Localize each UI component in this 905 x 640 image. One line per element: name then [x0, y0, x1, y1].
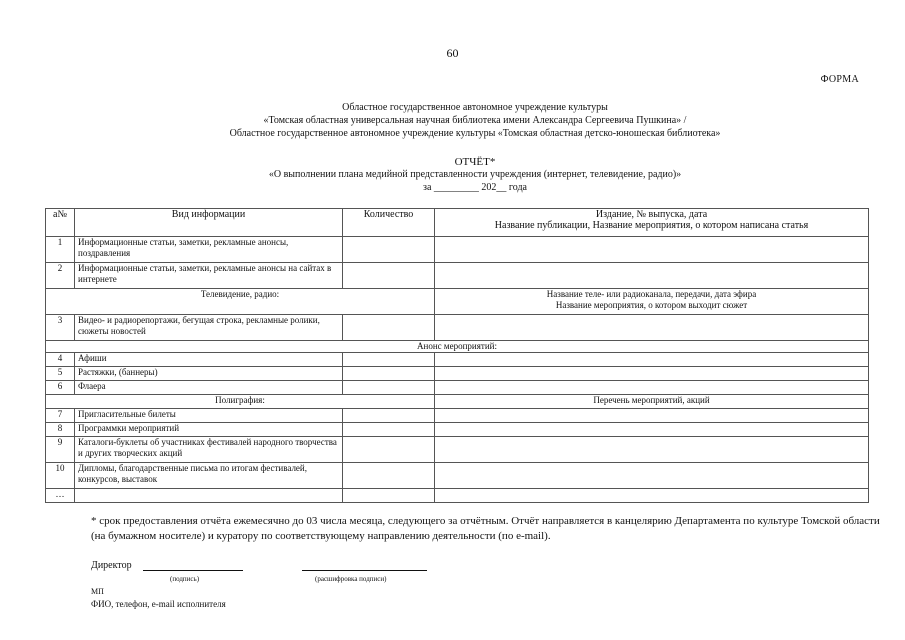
publication-cell[interactable] [435, 367, 869, 381]
signature-line[interactable] [143, 570, 243, 571]
report-subtitle: «О выполнении плана медийной представленности учреждения (интернет, телевидение, радио)» [268, 169, 682, 180]
publication-cell[interactable] [435, 423, 869, 437]
table-row [46, 315, 869, 341]
row-num: 10 [46, 463, 75, 489]
row-num: 3 [46, 315, 75, 341]
footnote: * срок предоставления отчёта ежемесячно до 03 числа месяца, следующего за отчётным. Отчёт направляется в канцелярию Департамента по культуре Томской области (на бумажном носителе) и куратору по соответствующему направлению деятельности (по e-mail). [91, 515, 880, 542]
row-label: Программки мероприятий [75, 423, 343, 437]
publication-cell[interactable] [435, 409, 869, 423]
table-row [46, 263, 869, 289]
qty-cell[interactable] [343, 437, 435, 463]
row-num: 5 [46, 367, 75, 381]
section-poly-label: Полиграфия: [46, 395, 435, 409]
qty-cell[interactable] [343, 263, 435, 289]
section-tv-right-line1: Название теле- или радиоканала, передачи, дата эфира [546, 289, 757, 299]
report-table [45, 208, 869, 503]
qty-cell[interactable] [343, 237, 435, 263]
table-header-row [46, 209, 869, 237]
publication-cell[interactable] [435, 237, 869, 263]
publication-cell[interactable] [435, 489, 869, 503]
table-row [46, 237, 869, 263]
form-label: ФОРМА [820, 74, 859, 85]
table-row [46, 367, 869, 381]
table-row [46, 437, 869, 463]
row-label: Пригласительные билеты [75, 409, 343, 423]
header-publication-line1: Издание, № выпуска, дата [595, 209, 708, 220]
table-row [46, 409, 869, 423]
org-line-1: Областное государственное автономное учреждение культуры [342, 102, 608, 113]
header-num: а№ [46, 209, 75, 237]
section-poly-row [46, 395, 869, 409]
row-label: Афиши [75, 353, 343, 367]
publication-cell[interactable] [435, 263, 869, 289]
qty-cell[interactable] [343, 489, 435, 503]
header-type: Вид информации [75, 209, 343, 237]
publication-cell[interactable] [435, 353, 869, 367]
org-line-3: Областное государственное автономное учреждение культуры «Томская областная детско-юношеская библиотека» [229, 128, 721, 139]
publication-cell[interactable] [435, 463, 869, 489]
report-title: ОТЧЁТ* [454, 156, 496, 168]
header-publication [435, 209, 869, 237]
row-label: Видео- и радиорепортажи, бегущая строка, рекламные ролики, сюжеты новостей [75, 315, 343, 341]
row-label: Флаера [75, 381, 343, 395]
page-number: 60 [446, 46, 459, 60]
section-anons-label: Анонс мероприятий: [46, 341, 869, 353]
row-num: 8 [46, 423, 75, 437]
signature-hint: (подпись) [170, 575, 200, 583]
header-qty: Количество [343, 209, 435, 237]
table-row [46, 381, 869, 395]
row-num-ellipsis: … [46, 489, 75, 503]
section-tv-right-line2: Название мероприятия, о котором выходит сюжет [555, 300, 748, 310]
publication-cell[interactable] [435, 437, 869, 463]
qty-cell[interactable] [343, 315, 435, 341]
qty-cell[interactable] [343, 353, 435, 367]
qty-cell[interactable] [343, 463, 435, 489]
section-tv-label: Телевидение, радио: [46, 289, 435, 315]
organization-header [150, 101, 800, 140]
qty-cell[interactable] [343, 367, 435, 381]
row-label: Растяжки, (баннеры) [75, 367, 343, 381]
row-label: Информационные статьи, заметки, рекламные анонсы на сайтах в интернете [75, 263, 343, 289]
executor-label: ФИО, телефон, e-mail исполнителя [91, 599, 226, 609]
row-num: 4 [46, 353, 75, 367]
stamp-label: МП [91, 587, 104, 596]
header-publication-line2: Название публикации, Название мероприятия, о котором написана статья [494, 220, 809, 231]
section-tv-row [46, 289, 869, 315]
table-row [46, 353, 869, 367]
publication-cell[interactable] [435, 381, 869, 395]
qty-cell[interactable] [343, 381, 435, 395]
row-num: 9 [46, 437, 75, 463]
table-row [46, 423, 869, 437]
decode-hint: (расшифровка подписи) [315, 575, 387, 583]
row-label: Дипломы, благодарственные письма по итогам фестивалей, конкурсов, выставок [75, 463, 343, 489]
row-num: 2 [46, 263, 75, 289]
row-label: Каталоги-буклеты об участниках фестивалей народного творчества и других творческих акций [75, 437, 343, 463]
publication-cell[interactable] [435, 315, 869, 341]
row-num: 6 [46, 381, 75, 395]
row-label[interactable] [75, 489, 343, 503]
row-num: 1 [46, 237, 75, 263]
table-row [46, 463, 869, 489]
section-tv-right [435, 289, 869, 315]
row-label: Информационные статьи, заметки, рекламные анонсы, поздравления [75, 237, 343, 263]
section-anons-row [46, 341, 869, 353]
section-poly-right: Перечень мероприятий, акций [435, 395, 869, 409]
report-period: за _________ 202__ года [423, 182, 527, 193]
qty-cell[interactable] [343, 409, 435, 423]
org-line-2: «Томская областная универсальная научная библиотека имени Александра Сергеевича Пушкина» / [263, 115, 687, 126]
qty-cell[interactable] [343, 423, 435, 437]
signature-decode-line[interactable] [302, 570, 427, 571]
director-label: Директор [91, 560, 132, 571]
table-row-ellipsis [46, 489, 869, 503]
row-num: 7 [46, 409, 75, 423]
